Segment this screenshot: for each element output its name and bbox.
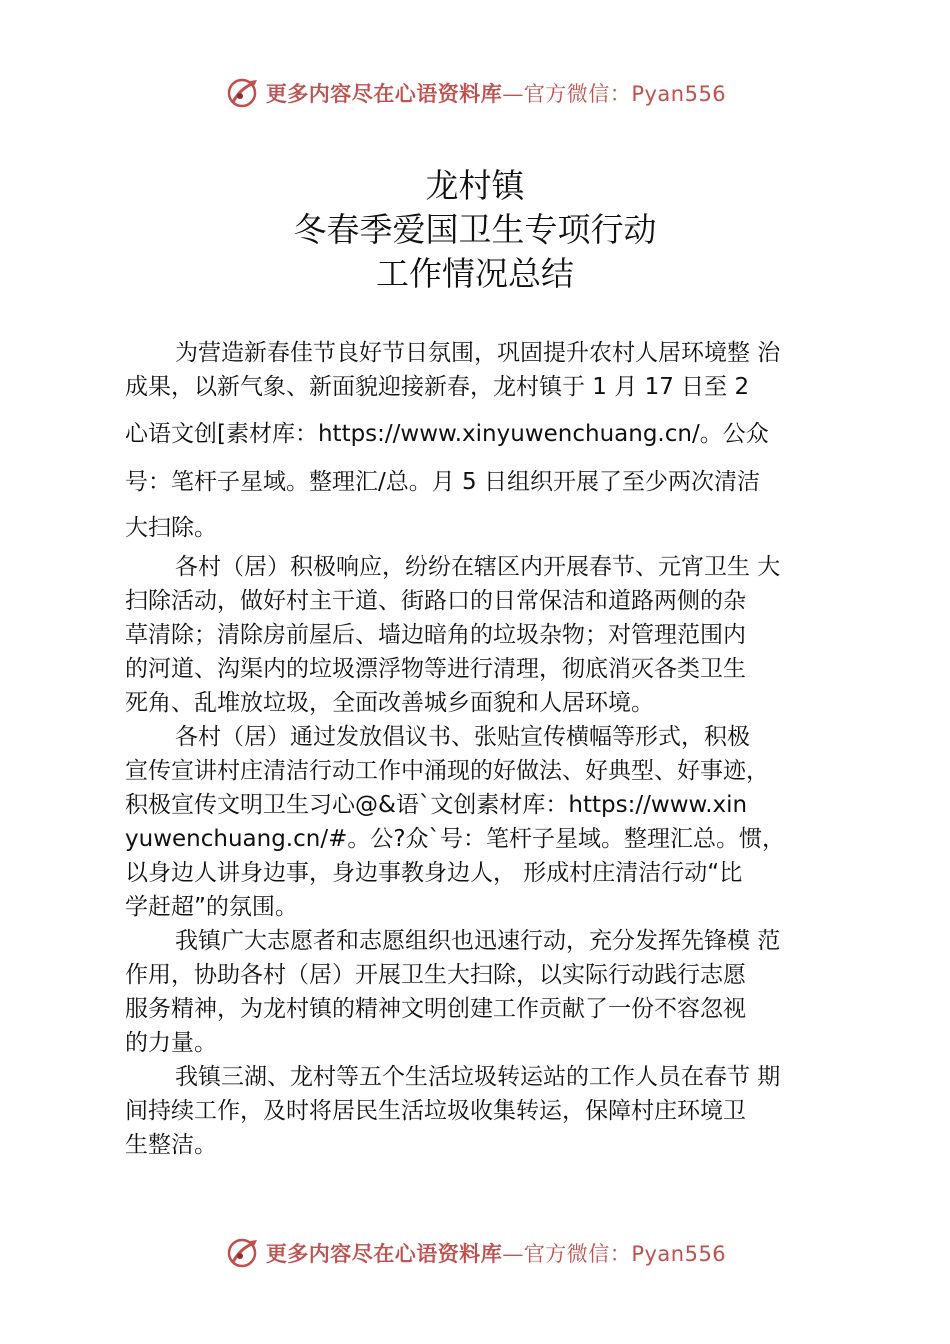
footer-banner (0, 1231, 950, 1275)
title-line-2: 冬春季爱国卫生专项行动 (293, 210, 657, 249)
text-line: 间持续工作，及时将居民生活垃圾收集转运，保障村庄环境卫 (125, 1098, 746, 1124)
paragraph (125, 720, 825, 924)
text-line: 我镇广大志愿者和志愿组织也迅速行动，充分发挥先锋模 范 (175, 928, 781, 954)
paragraph (125, 924, 825, 1060)
text-line: 为营造新春佳节良好节日氛围，巩固提升农村人居环境整 治 (175, 340, 781, 366)
text-line: 的力量。 (125, 1030, 217, 1056)
text-line: 宣传宣讲村庄清洁行动工作中涌现的好做法、好典型、好事迹， (125, 758, 769, 784)
text-line: 学赶超”的氛围。 (125, 894, 298, 920)
header-banner (0, 71, 950, 115)
text-line: 死角、乱堆放垃圾，全面改善城乡面貌和人居环境。 (125, 690, 654, 716)
paragraph (125, 336, 825, 550)
document-title (0, 164, 950, 296)
title-line-3: 工作情况总结 (376, 254, 574, 293)
text-line: 我镇三湖、龙村等五个生活垃圾转运站的工作人员在春节 期 (175, 1064, 781, 1090)
paragraph (125, 1060, 825, 1162)
banner-text: 更多内容尽在心语资料库—官方微信：Pyan556 (265, 81, 727, 106)
text-line: 的河道、沟渠内的垃圾漂浮物等进行清理，彻底消灭各类卫生 (125, 656, 746, 682)
text-line: 各村（居）积极响应，纷纷在辖区内开展春节、元宵卫生 大 (175, 554, 781, 580)
text-line: 成果，以新气象、新面貌迎接新春，龙村镇于 1 月 17 日至 2 (125, 374, 750, 400)
brand-logo-icon (224, 75, 260, 111)
text-line: 生整洁。 (125, 1132, 217, 1158)
text-line: 服务精神，为龙村镇的精神文明创建工作贡献了一份不容忽视 (125, 996, 746, 1022)
paragraph (125, 550, 825, 720)
text-line: 以身边人讲身边事，身边事教身边人， 形成村庄清洁行动“比 (125, 860, 743, 886)
banner-text: 更多内容尽在心语资料库—官方微信：Pyan556 (265, 1241, 727, 1266)
text-line: 积极宣传文明卫生习心@&语`文创素材库：https://www.xin (125, 792, 748, 818)
text-line: 各村（居）通过发放倡议书、张贴宣传横幅等形式，积极 (175, 724, 750, 750)
wechat-id: Pyan556 (631, 82, 727, 106)
text-line: 心语文创[素材库：https://www.xinyuwenchuang.cn/。公众 (125, 421, 769, 447)
brand-logo-icon (224, 1235, 260, 1271)
title-line-1: 龙村镇 (425, 166, 525, 205)
text-line: 扫除活动，做好村主干道、街路口的日常保洁和道路两侧的杂 (125, 588, 746, 614)
wechat-id: Pyan556 (631, 1242, 727, 1266)
text-line: 草清除；清除房前屋后、墙边暗角的垃圾杂物；对管理范围内 (125, 622, 746, 648)
text-line: 作用，协助各村（居）开展卫生大扫除，以实际行动践行志愿 (125, 962, 746, 988)
text-line: yuwenchuang.cn/#。公?众`号：笔杆子星域。整理汇总。惯， (125, 826, 786, 852)
text-line: 大扫除。 (125, 515, 217, 541)
text-line: 号：笔杆子星域。整理汇/总。月 5 日组织开展了至少两次清洁 (125, 469, 761, 495)
document-body (125, 336, 825, 1162)
